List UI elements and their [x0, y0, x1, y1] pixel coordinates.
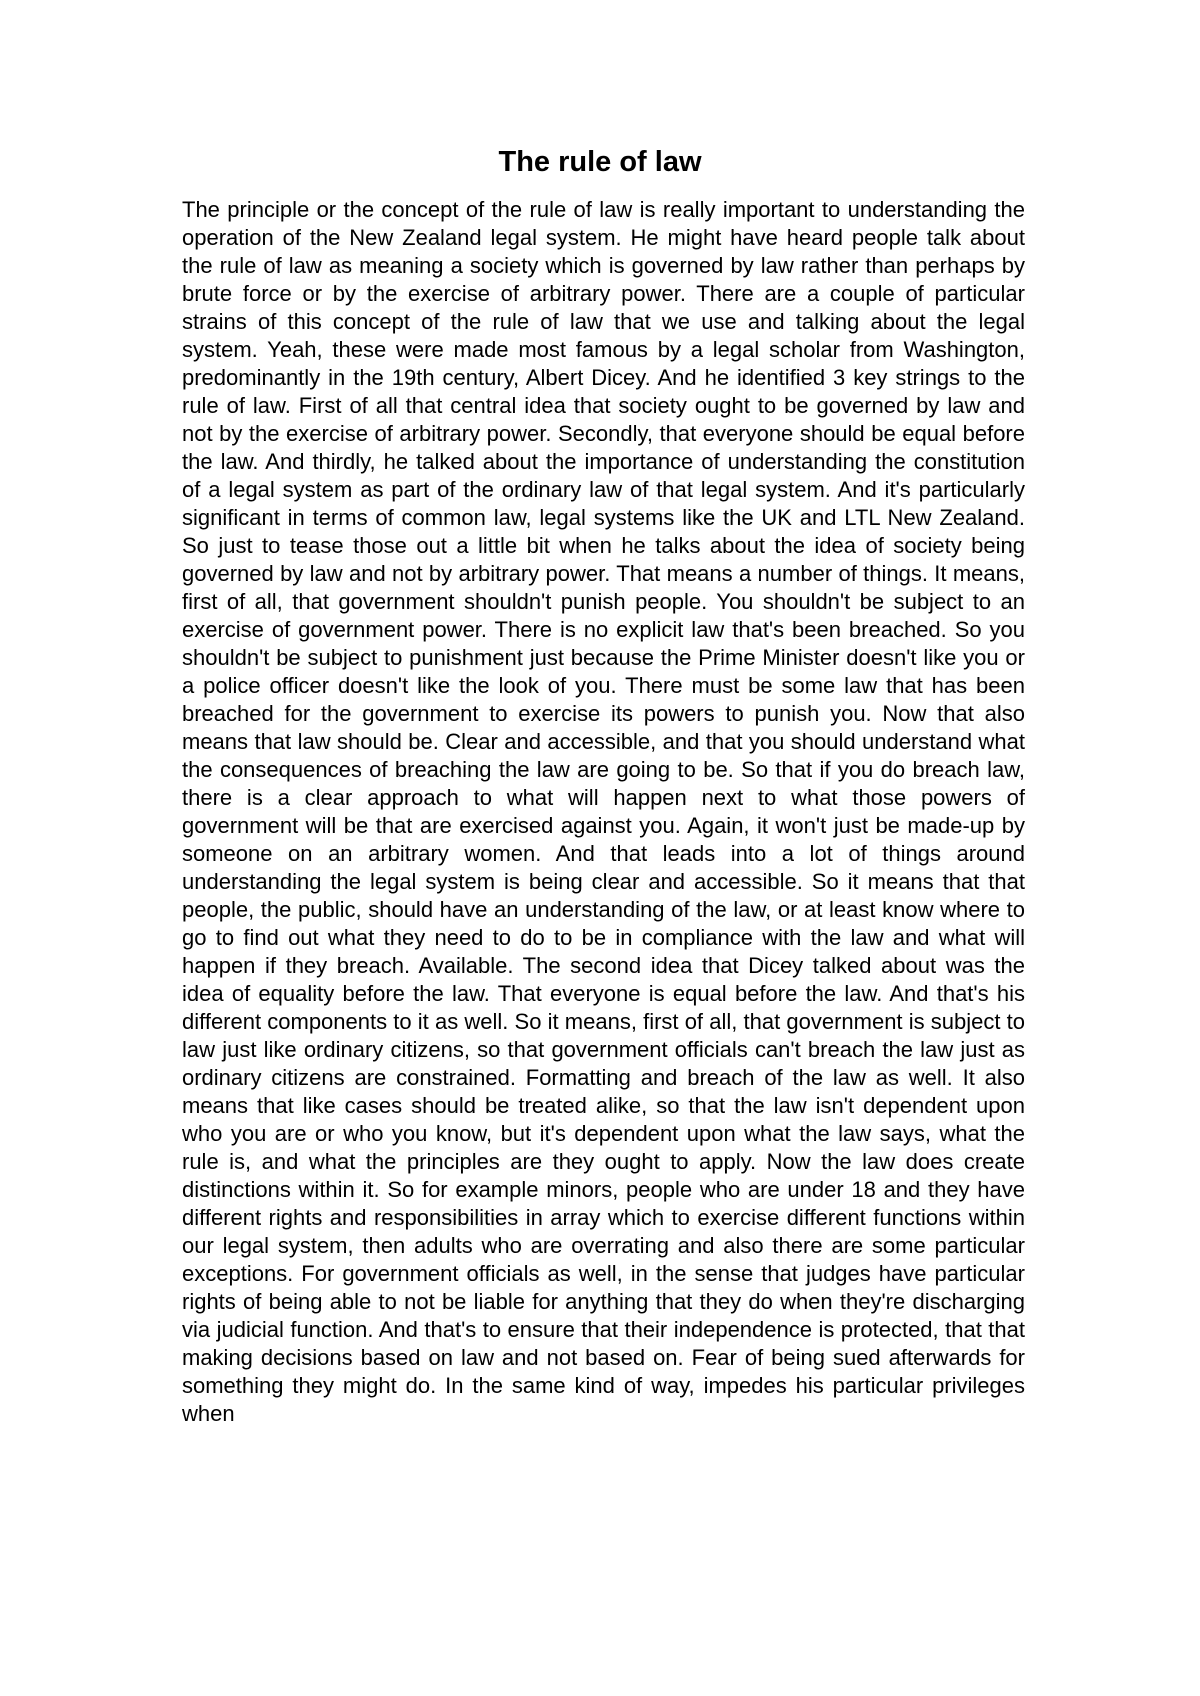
page-title: The rule of law — [498, 146, 702, 178]
body-paragraph: The principle or the concept of the rule of law is really important to understanding the operation of the New Zealand legal system. He might have heard people talk about the rule of law as meaning a society which is governed by law rather than perhaps by brute force or by the exercise of arbitrary power. There are a couple of particular strains of this concept of the rule of law that we use and talking about the legal system. Yeah, these were made most famous by a legal scholar from Washington, predominantly in the 19th century, Albert Dicey. And he identified 3 key strings to the rule of law. First of all that central idea that society ought to be governed by law and not by the exercise of arbitrary power. Secondly, that everyone should be equal before the law. And thirdly, he talked about the importance of understanding the constitution of a legal system as part of the ordinary law of that legal system. And it's particularly significant in terms of common law, legal systems like the UK and LTL New Zealand. So just to tease those out a little bit when he talks about the idea of society being governed by law and not by arbitrary power. That means a number of things. It means, first of all, that government shouldn't punish people. You shouldn't be subject to an exercise of government power. There is no explicit law that's been breached. So you shouldn't be subject to punishment just because the Prime Minister doesn't like you or a police officer doesn't like the look of you. There must be some law that has been breached for the government to exercise its powers to punish you. Now that also means that law should be. Clear and accessible, and that you should understand what the consequences of breaching the law are going to be. So that if you do breach law, there is a clear approach to what will happen next to what those powers of government will be that are exercised against you. Again, it won't just be made-up by someone on an arbitrary women. And that leads into a lot of things around understanding the legal system is being clear and accessible. So it means that that people, the public, should have an understanding of the law, or at least know where to go to find out what they need to do to be in compliance with the law and what will happen if they breach. Available. The second idea that Dicey talked about was the idea of equality before the law. That everyone is equal before the law. And that's his different components to it as well. So it means, first of all, that government is subject to law just like ordinary citizens, so that government officials can't breach the law just as ordinary citizens are constrained. Formatting and breach of the law as well. It also means that like cases should be treated alike, so that the law isn't dependent upon who you are or who you know, but it's dependent upon what the law says, what the rule is, and what the principles are they ought to apply. Now the law does create distinctions within it. So for example minors, people who are under 18 and they have different rights and responsibilities in array which to exercise different functions within our legal system, then adults who are overrating and also there are some particular exceptions. For government officials as well, in the sense that judges have particular rights of being able to not be liable for anything that they do when they're discharging via judicial function. And that's to ensure that their independence is protected, that that making decisions based on law and not based on. Fear of being sued afterwards for something they might do. In the same kind of way, impedes his particular privileges when — [182, 197, 1025, 1426]
